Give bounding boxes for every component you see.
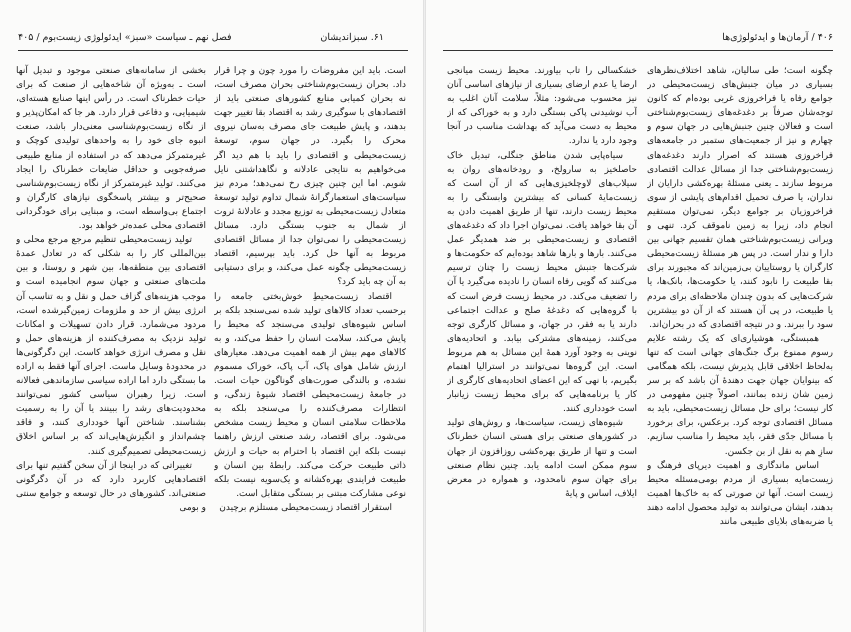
paragraph: خشکسالی را تاب بیاورند. محیط زیست میانجی ارضا یا عدم ارضای بسیاری از نیازهای اساسی آنان نیز محسوب می‌شود: مثلاً، سلامت آنان اغلب به آب نوشیدنی پاکی بستگی دارد و به خوراکی که از محیط به دست می‌آید که بهداشت مناسب در آنجا وجود دارد یا ندارد. bbox=[447, 66, 637, 147]
paragraph: اقتصاد زیست‌محیطِ خوش‌بختی جامعه را برحسب تعداد کالاهای تولید شده نمی‌سنجد بلکه بر اساس شیوه‌های تولیدی می‌سنجد که محیط را پایش می‌کند، سلامت انسان را حفظ می‌کند، و به کالاهای مهم بیش از همه اهمیت می‌دهد. معیارهای ارزش شامل هوای پاک، آب پاک، خوراک مسموم نشده، و بالندگی صورت‌های گوناگون حیات است. در جامعهٔ زیست‌محیطی اقتصاد شیوهٔ زندگی، و انتظارات مصرف‌کننده را می‌سنجد بلکه به ملاحظات سلامتی انسان و محیط زیست مشخص می‌شود. برای اقتصاد، رشد صنعتی ارزش راهنما نیست بلکه این اقتصاد با احترام به حیات و ارزش ذاتی طبیعت حرکت می‌کند. رابطهٔ بین انسان و طبیعت فرایندی بهره‌کشانه و یک‌سویه نیست بلکه نوعی مشارکت مبتنی بر بستگی متقابل است. bbox=[214, 291, 406, 499]
paragraph: همبستگی، هوشیاری‌ای که یک رشته علایم رسوم ممنوع برگ جنگ‌های جهانی است که تنها به‌لحاظ اخلاقی قابل پذیرش نیست، بلکه همگامی که بینوایان جهان جهت دهندهٔ آن باشد که بر سر زمین شان زنده بمانند، اصولاً چنین مفهومی در کار نیست؛ برای حل مسائل زیست‌محیطی، باید به مسائل اقتصادی توجه کرد. برعکس، برای برخورد با مسائل جدّی فقر، باید محیط را مناسب سازیم. سازِ هم به نقل از بن جکسن. bbox=[647, 333, 833, 457]
left-page-column-right bbox=[214, 64, 406, 624]
left-page-column-left bbox=[16, 64, 206, 624]
right-page-column-left bbox=[447, 64, 637, 624]
paragraph: استقرار اقتصاد زیست‌محیطی مستلزم برچیدن bbox=[219, 502, 392, 513]
left-running-head: فصل نهم ـ سیاست «سبز» ایدئولوژی زیست‌بوم / ۴۰۵ bbox=[18, 32, 232, 43]
paragraph: شیوه‌های زیست، سیاست‌ها، و روش‌های تولید در کشورهای صنعتی برای هستی انسان خطرناک است و تنها از طریق بهره‌کشی روزافزون از جهان سوم ممکن است ادامه یابد. چنین نظام صنعتی برای جهان سوم نامحدود، و همواره در معرض ایلاف، اساس و پایهٔ bbox=[447, 418, 637, 499]
right-page bbox=[425, 0, 851, 632]
left-running-head-section: ۶۱. سبزاندیشان bbox=[320, 32, 384, 43]
right-head-rule bbox=[443, 50, 833, 51]
paragraph: تغییراتی که در اینجا از آن سخن گفتیم تنها برای اقتصادهایی کاربرد دارد که در آن دگرگونی صنعتی‌اند. کشورهای در حال توسعه و جوامع سنتی و بومی bbox=[16, 460, 206, 513]
paragraph: اساس ماندگاری و اهمیت دیرپای فرهنگ و زیست‌مایه بسیاری از مردم بومی‌مسئله محیط زیست است. آنها تن صورتی که به خاک‌ها اهمیت بدهند، ایشان می‌توانند به تولید محصول ادامه دهند یا ضربه‌های بلایای طبیعی مانند bbox=[647, 460, 833, 527]
left-head-rule bbox=[18, 50, 408, 51]
right-running-head: ۴۰۶ / آرمان‌ها و ایدئولوژی‌ها bbox=[722, 32, 833, 43]
paragraph: سیاه‌پایی شدن مناطق جنگلی، تبدیل خاک حاصلخیز به سارولخ، و رودخانه‌های روان به سیلاب‌های لاوچلخیزی‌هایی که از آن است که زیست‌مایهٔ کسانی که بیشترین وابستگی را به محیط زیست دارند، تنها از طریق اهمیت دادن به آن بقا خواهد یافت. نمی‌توان اجرا داد که دغدغه‌های اقتصادی و زیست‌محیطی بر ضد همدیگر عمل می‌کنند. بارها و بارها شاهد بوده‌ایم که حکومت‌ها و شرکت‌ها جنبش محیط زیست را چنان ترسیم می‌کنند که گویی رفاه انسان را نادیده می‌گیرد یا آن را تضعیف می‌کند. در محیط زیست فرض است که با گروه‌هایی که دغدغهٔ صلح و عدالت اجتماعی دارند یا به فقر، در جهان، و مسائل کارگری توجه می‌کنند، زمینه‌های مشترکی بیابد. و اتحادیه‌های نوینی به وجود آورد همهٔ این مسائل به هم مربوط است. این گروه‌ها نمی‌توانند در استرالیا اهتمام بگیریم، با نهی که این اعضای اتحادیه‌های کارگری از کار یا برنامه‌هایی که برای محیط زیست زیانبار است خودداری کنند. bbox=[447, 150, 637, 415]
paragraph: چگونه است؛ طی سالیان، شاهد اختلاف‌نظرهای بسیاری در میان جنبش‌های زیست‌محیطی در جوامع رفاه یا فراخروزی غربی بوده‌ام که کانون توجه‌شان صرفاً بر دغدغه‌های زیست‌بوم‌شناختی است و فعالان چنین جنبش‌هایی در جهان سوم و چهارم و نیز از جمعیت‌های ستمبر در جامعه‌های فراخروزی هستند که اصرار دارند دغدغه‌های زیست‌بوم‌شناختی جدا از مسائل عدالت اقتصادی مربوط سازند ـ یعنی مسئلهٔ بهره‌کشی دارایان از نداران، یا صرف تحمیل اقدام‌های پایشی از سوی فراخروزیان بر جوامع دیگر، نمی‌توان مستقیم انجام داد، زیرا به زمین ناموقف کرد. تنهی و ویرانی زیست‌بوم‌شناختی همان تقسیم جهانی بین دارا و ندار است. در پس هر مسئلهٔ زیست‌محیطی کارگران یا روستاییان بی‌زمین‌اند که مجبورند برای بقا طبیعت را نابود کنند، یا حکومت‌ها، بانک‌ها، یا شرکت‌هایی که بدون چندان ملاحظه‌ای برای مردم یا طبیعت، در پی آن هستند که از آن دو بیشترین سود را ببرند. و در نتیجه اقتصادی که در بحران‌اند. bbox=[647, 66, 833, 330]
left-page bbox=[0, 0, 424, 632]
paragraph: بخشی از سامانه‌های صنعتی موجود و تبدیل آنها است ـ به‌ویژه آن شاخه‌هایی از صنعت که برای حیات خطرناک است. در رأس اینها صنایع هسته‌ای، شیمیایی، و دفاعی قرار دارد. هر جا که امکان‌پذیر و از نگاه زیست‌بوم‌شناسی معنی‌دار باشد، صنعت انبوه جای خود را به واحدهای تولیدی کوچک و غیرمتمرکز می‌دهد که در استفاده از منابع طبیعی صرفه‌جویی و حداقل ضایعات خطرناک را ایجاد می‌کنند. تولید غیرمتمرکز از نگاه زیست‌بوم‌شناسی صحیح‌تر و بیشتر پاسخگوی نیازهای کارگران و اجتماع بی‌واسطه است، و مبنایی برای خودگردانی اقتصادی محلی عمده‌تر خواهد بود. bbox=[16, 66, 206, 232]
paragraph: تولید زیست‌محیطی تنظیم مرجع مرجع محلی و بین‌المللی کار را به شکلی که در تعادل عمدهٔ اقتصادی بین منطقه‌ها، بین شهر و روستا، و بین ملت‌های صنعتی و جهان سوم انجامیده است و موجب هزینه‌های گزاف حمل و نقل و به تناسب آن انرژی بیش از حد و ملزومات زمین‌گیرشده است، مردود می‌شمارد. قرار دادن تسهیلات و امکانات تولید نزدیک به مصرف‌کننده از هزینه‌های حمل و نقل و مصرف انرژی خواهد کاست. این دگرگونی‌ها در محدودهٔ وسایل ماست. اجرای آنها فقط به اراده ما بستگی دارد اما اراده سیاسی سازماندهی فعالانه است. زیرا رهبران سیاسی کشور نمی‌توانند محدودیت‌های رشد را ببینند یا آن را به رسمیت بشناسند. شناختن آنها خودداری کنند، و فاقد چشم‌انداز و انگیزش‌هایی‌اند که بر اساس اخلاق زیست‌محیطی تصمیم‌گیری کنند. bbox=[16, 235, 206, 457]
right-page-column-right bbox=[647, 64, 833, 624]
paragraph: است. باید این مفروضات را مورد چون و چرا قرار داد. بحران زیست‌بوم‌شناختی بحران مصرف است، نه بحران کمیابی منابع کشورهای صنعتی باید از اقتصادهای با سوگیری رشد به اقتصاد بقا تغییر جهت بدهند، و پایش طبیعت جای مصرف به‌سان نیروی محرک را بگیرد. در جهان سوم، توسعهٔ زیست‌محیطی و اقتصادی را باید با هم دید اگر می‌خواهیم به نتایجی عادلانه و نگاهداشتنی نایل شویم. اما این چنین چیزی رخ نمی‌دهد؛ مردم نیز سیاست‌های استعمارگرانهٔ شمال تداوم تولید توسعهٔ متعادل زیست‌محیطی به توزیع مجدد و عادلانهٔ ثروت از شمال به جنوب بستگی دارد. مسائل زیست‌محیطی را نمی‌توان جدا از مسائل اقتصادی مربوط به آنها حل کرد. باید بپرسیم، اقتصاد زیست‌محیطی چگونه عمل می‌کند، و برای دستیابی به آن چه باید کرد؟ bbox=[214, 66, 406, 288]
